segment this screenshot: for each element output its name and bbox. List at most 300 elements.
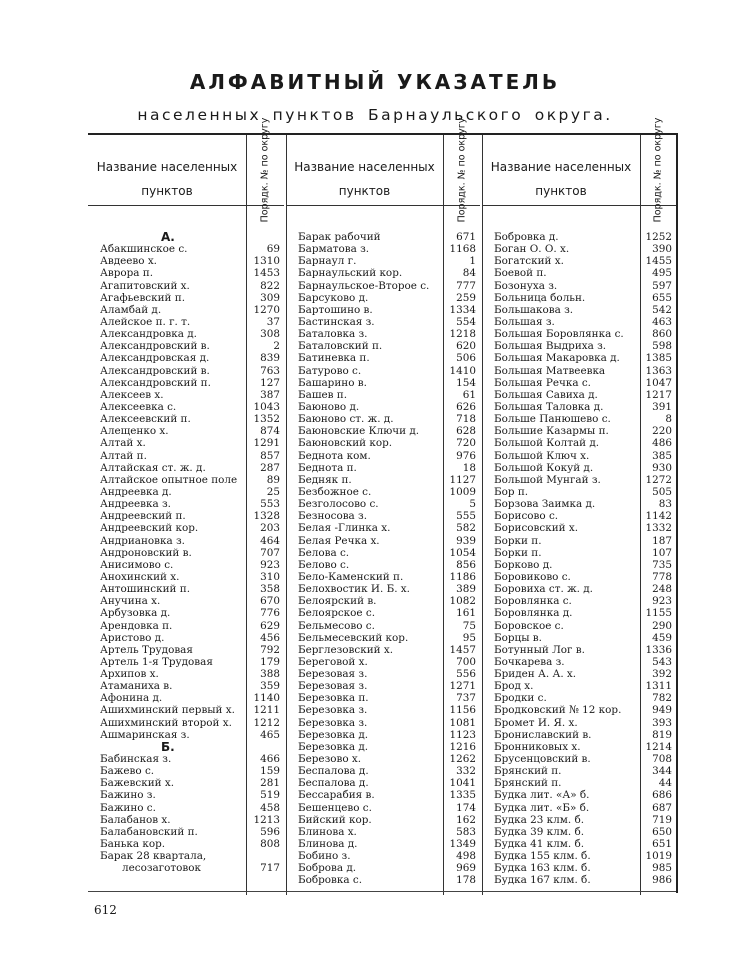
list-item (482, 607, 676, 619)
place-number: 95 (462, 631, 476, 644)
place-number: 459 (652, 631, 672, 644)
place-number: 344 (652, 765, 672, 778)
list-item (88, 535, 284, 547)
place-name: Боровлянка д. (494, 607, 573, 620)
place-name: Бродки с. (494, 692, 547, 705)
place-name: Борки п. (494, 534, 542, 547)
place-number: 1363 (645, 364, 672, 377)
list-item (482, 704, 676, 716)
list-item (482, 547, 676, 559)
place-name: Баюновский кор. (298, 437, 393, 450)
list-item (482, 814, 676, 826)
place-number: 1336 (645, 643, 672, 656)
place-number: 554 (456, 315, 476, 328)
list-item (286, 280, 480, 292)
place-number: 650 (652, 825, 672, 838)
place-number: 69 (266, 243, 280, 256)
header-name-label: Название населенных пунктов (96, 160, 238, 198)
list-item (88, 559, 284, 571)
place-name: Алексеевский п. (100, 413, 191, 426)
list-item (88, 304, 284, 316)
list-item (286, 292, 480, 304)
list-item (286, 753, 480, 765)
place-name: Бело-Каменский п. (298, 570, 404, 583)
list-item (482, 510, 676, 522)
list-item (88, 328, 284, 340)
place-number: 671 (456, 231, 476, 243)
list-item (482, 802, 676, 814)
place-number: 8 (665, 413, 672, 426)
place-number: 1453 (253, 267, 280, 280)
place-name: Березовка д. (298, 728, 369, 741)
list-item (286, 741, 480, 753)
place-number: 1168 (449, 243, 476, 256)
place-name: Будка лит. «А» б. (494, 789, 590, 802)
place-name: Бажино з. (100, 789, 156, 802)
place-number: 287 (260, 461, 280, 474)
place-name: Анучина х. (100, 595, 161, 608)
place-number: 179 (260, 655, 280, 668)
list-item (88, 583, 284, 595)
list-item (88, 595, 284, 607)
place-name: Барматова з. (298, 243, 370, 256)
place-name: Бажевский х. (100, 777, 175, 790)
place-name: Белая Речка х. (298, 534, 380, 547)
place-number: 61 (462, 388, 476, 401)
place-name: Аристово д. (100, 631, 165, 644)
page-subtitle: населенных пунктов Барнаульского округа. (137, 106, 613, 124)
list-item (286, 498, 480, 510)
place-name: Большая з. (494, 315, 555, 328)
list-item (88, 462, 284, 474)
place-name: Барнаул г. (298, 255, 357, 268)
list-item (482, 498, 676, 510)
place-number: 75 (462, 619, 476, 632)
list-item (482, 765, 676, 777)
list-item (482, 522, 676, 534)
place-number: 332 (456, 765, 476, 778)
place-name: Борисовский х. (494, 522, 579, 535)
place-name: Безголосово с. (298, 498, 379, 511)
place-number: 708 (652, 753, 672, 766)
list-item (88, 850, 284, 862)
place-number: 718 (456, 413, 476, 426)
place-name: Блинова д. (298, 838, 358, 851)
place-name: Большой Ключ х. (494, 449, 590, 462)
list-item (482, 316, 676, 328)
list-item (482, 328, 676, 340)
list-item (88, 450, 284, 462)
place-name: Больница больн. (494, 291, 586, 304)
list-item (88, 292, 284, 304)
place-name: Будка 167 клм. б. (494, 874, 591, 887)
list-item (88, 620, 284, 632)
place-name: Бешенцево с. (298, 801, 372, 814)
list-item (482, 777, 676, 789)
place-number: 309 (260, 291, 280, 304)
list-item (482, 267, 676, 279)
list-item (286, 231, 480, 243)
place-number: 1041 (449, 777, 476, 790)
list-item (88, 474, 284, 486)
place-number: 923 (260, 558, 280, 571)
place-name: Алексеевка с. (100, 400, 177, 413)
place-number: 651 (652, 838, 672, 851)
list-item (482, 826, 676, 838)
place-name: Бозонуха з. (494, 279, 558, 292)
list-item (286, 571, 480, 583)
place-name: Белоярский в. (298, 595, 377, 608)
place-name: Боровиха ст. ж. д. (494, 583, 593, 596)
table-column-1 (88, 117, 284, 895)
place-name: Бродковский № 12 кор. (494, 704, 622, 717)
place-name: Барнаульское-Второе с. (298, 279, 430, 292)
place-number: 1019 (645, 850, 672, 863)
list-item (286, 680, 480, 692)
list-item (88, 377, 284, 389)
list-item (286, 486, 480, 498)
place-number: 986 (652, 874, 672, 887)
place-number: 857 (260, 449, 280, 462)
place-number: 44 (658, 777, 672, 790)
place-name: Арендовка п. (100, 619, 173, 632)
place-number: 1082 (449, 595, 476, 608)
place-number: 1 (469, 255, 476, 268)
place-name: Беднота ком. (298, 449, 371, 462)
place-name: Барак рабочий (298, 231, 381, 243)
place-number: 1216 (449, 740, 476, 753)
place-name: Березовка п. (298, 692, 369, 705)
place-name: Барак 28 квартала, (100, 850, 207, 863)
place-name: Бромет И. Я. х. (494, 716, 578, 729)
place-name: Артель 1-я Трудовая (100, 655, 213, 668)
list-item (286, 401, 480, 413)
place-name: Бастинская з. (298, 315, 375, 328)
place-number: 949 (652, 704, 672, 717)
list-item (482, 632, 676, 644)
list-item (482, 850, 676, 862)
place-name: Беспалова д. (298, 765, 369, 778)
place-number: 1310 (253, 255, 280, 268)
place-name: Бриден А. А. х. (494, 668, 577, 681)
list-item (482, 717, 676, 729)
list-item (286, 717, 480, 729)
place-number: 819 (652, 728, 672, 741)
place-number: 389 (456, 583, 476, 596)
place-name: Бийский кор. (298, 813, 372, 826)
place-number: 1211 (253, 704, 280, 717)
list-item (88, 389, 284, 401)
place-name: Алтай х. (100, 437, 146, 450)
place-name: Башев п. (298, 388, 348, 401)
place-name: Банька кор. (100, 838, 166, 851)
list-item (88, 680, 284, 692)
place-number: 700 (456, 655, 476, 668)
place-name: Антошинский п. (100, 583, 191, 596)
list-item (88, 777, 284, 789)
place-name: Ашихминский второй х. (100, 716, 232, 729)
place-name: Баталовка з. (298, 328, 368, 341)
place-name: Белохвостик И. Б. х. (298, 583, 410, 596)
place-name: Андриановка з. (100, 534, 185, 547)
place-name: Будка 23 клм. б. (494, 813, 585, 826)
list-item (286, 559, 480, 571)
place-name: Ботунный Лог в. (494, 643, 585, 656)
list-item (286, 474, 480, 486)
list-item (286, 547, 480, 559)
place-name: Большая Боровлянка с. (494, 328, 624, 341)
list-item (482, 280, 676, 292)
list-item (482, 474, 676, 486)
place-name: Агафьевский п. (100, 291, 185, 304)
place-number: 860 (652, 328, 672, 341)
place-number: 735 (652, 558, 672, 571)
list-item (286, 389, 480, 401)
place-name: Алтай п. (100, 449, 147, 462)
list-item (286, 437, 480, 449)
list-item (482, 462, 676, 474)
table-bottom-rule (88, 891, 676, 892)
list-item (482, 413, 676, 425)
list-item (88, 607, 284, 619)
place-name: Ашмаринская з. (100, 728, 190, 741)
place-name: Большая Выдриха з. (494, 340, 607, 353)
place-name: Брод х. (494, 680, 534, 693)
list-item (286, 632, 480, 644)
column-header (88, 117, 284, 223)
place-number: 162 (456, 813, 476, 826)
place-number: 281 (260, 777, 280, 790)
place-number: 543 (652, 655, 672, 668)
list-item (286, 862, 480, 874)
place-number: 686 (652, 789, 672, 802)
list-item (88, 425, 284, 437)
place-name: Белово с. (298, 558, 350, 571)
place-number: 248 (652, 583, 672, 596)
place-number: 1047 (645, 376, 672, 389)
list-item (482, 583, 676, 595)
place-name: Борисово с. (494, 510, 559, 523)
place-number: 1349 (449, 838, 476, 851)
place-name: Бочкарева з. (494, 655, 565, 668)
place-name: Борцы в. (494, 631, 542, 644)
list-item (286, 644, 480, 656)
place-name: Боевой п. (494, 267, 547, 280)
list-item (88, 401, 284, 413)
place-name: Березовка з. (298, 704, 368, 717)
place-number: 154 (456, 376, 476, 389)
list-item (482, 644, 676, 656)
list-item (286, 777, 480, 789)
list-item (88, 510, 284, 522)
list-item (88, 522, 284, 534)
list-item (88, 644, 284, 656)
place-number: 486 (652, 437, 672, 450)
place-number: 670 (260, 595, 280, 608)
list-item (286, 583, 480, 595)
place-number: 1252 (645, 231, 672, 243)
list-item (286, 352, 480, 364)
place-number: 107 (652, 546, 672, 559)
place-number: 707 (260, 546, 280, 559)
place-number: 969 (456, 862, 476, 875)
place-name: Богатский х. (494, 255, 564, 268)
list-item (88, 814, 284, 826)
place-number: 782 (652, 692, 672, 705)
list-item (88, 486, 284, 498)
list-item (286, 656, 480, 668)
place-number: 385 (652, 449, 672, 462)
list-item (482, 377, 676, 389)
list-item (482, 486, 676, 498)
place-name: Абакшинское с. (100, 243, 188, 256)
place-number: 1212 (253, 716, 280, 729)
place-number: 719 (652, 813, 672, 826)
place-name: Бартошино в. (298, 303, 373, 316)
place-number: 822 (260, 279, 280, 292)
place-name: Балабанов х. (100, 813, 171, 826)
place-name: Башарино в. (298, 376, 367, 389)
place-number: 495 (652, 267, 672, 280)
list-item (286, 413, 480, 425)
list-item (286, 316, 480, 328)
list-item (482, 231, 676, 243)
list-item (482, 389, 676, 401)
page-title: АЛФАВИТНЫЙ УКАЗАТЕЛЬ (189, 70, 561, 94)
place-number: 930 (652, 461, 672, 474)
place-name: Боброва д. (298, 862, 357, 875)
place-number: 1262 (449, 753, 476, 766)
list-item (88, 656, 284, 668)
place-number: 1054 (449, 546, 476, 559)
place-number: 308 (260, 328, 280, 341)
place-number: 466 (260, 753, 280, 766)
list-item (88, 498, 284, 510)
place-number: 655 (652, 291, 672, 304)
place-name: Большая Матвеевка (494, 364, 606, 377)
place-number: 939 (456, 534, 476, 547)
place-number: 1156 (449, 704, 476, 717)
place-name: Беспалова д. (298, 777, 369, 790)
place-name: Боровиково с. (494, 570, 571, 583)
place-number: 220 (652, 425, 672, 438)
place-number: 506 (456, 352, 476, 365)
place-number: 1127 (449, 473, 476, 486)
list-item (482, 340, 676, 352)
place-number: 628 (456, 425, 476, 438)
place-name: Балабановский п. (100, 825, 198, 838)
place-name: Бобровка с. (298, 874, 363, 887)
list-item (88, 547, 284, 559)
place-name: Брянский п. (494, 777, 562, 790)
place-number: 1217 (645, 388, 672, 401)
place-name: Баюновские Ключи д. (298, 425, 420, 438)
place-name: Бельмесевский кор. (298, 631, 409, 644)
place-number: 976 (456, 449, 476, 462)
place-number: 1311 (645, 680, 672, 693)
list-item (482, 437, 676, 449)
list-item (482, 243, 676, 255)
place-name: Анисимово с. (100, 558, 174, 571)
list-item (482, 292, 676, 304)
column-header (286, 117, 480, 223)
list-item (286, 462, 480, 474)
place-number: 83 (658, 498, 672, 511)
place-number: 555 (456, 510, 476, 523)
list-item (482, 668, 676, 680)
place-name: Бронниковых х. (494, 740, 581, 753)
list-item (88, 717, 284, 729)
place-number: 519 (260, 789, 280, 802)
place-number: 776 (260, 607, 280, 620)
place-name: Баюново д. (298, 400, 360, 413)
place-number: 985 (652, 862, 672, 875)
place-number: 2 (273, 340, 280, 353)
list-item (286, 704, 480, 716)
place-number: 310 (260, 570, 280, 583)
place-name: Будка 155 клм. б. (494, 850, 591, 863)
place-name: Андреевский п. (100, 510, 186, 523)
place-number: 391 (652, 400, 672, 413)
place-number: 5 (469, 498, 476, 511)
place-number: 161 (456, 607, 476, 620)
place-name: Бажево с. (100, 765, 155, 778)
place-name: Алещенко х. (100, 425, 169, 438)
place-name: Аламбай д. (100, 303, 162, 316)
place-name: Афонина д. (100, 692, 163, 705)
list-item (286, 304, 480, 316)
place-number: 553 (260, 498, 280, 511)
list-item (482, 656, 676, 668)
place-number: 159 (260, 765, 280, 778)
place-name: лесозаготовок (122, 862, 201, 875)
place-name: Большие Казармы п. (494, 425, 609, 438)
place-name: Борково д. (494, 558, 553, 571)
list-item (286, 729, 480, 741)
place-number: 839 (260, 352, 280, 365)
place-number: 1410 (449, 364, 476, 377)
place-name: Большая Таловка д. (494, 400, 604, 413)
column-header (482, 117, 676, 223)
list-item (286, 802, 480, 814)
place-number: 1457 (449, 643, 476, 656)
place-name: Берглезовский х. (298, 643, 394, 656)
list-item (286, 510, 480, 522)
place-name: Брянский п. (494, 765, 562, 778)
place-name: Большая Речка с. (494, 376, 591, 389)
list-item (88, 729, 284, 741)
place-name: Агапитовский х. (100, 279, 190, 292)
place-name: Боган О. О. х. (494, 243, 570, 256)
place-number: 808 (260, 838, 280, 851)
place-number: 1332 (645, 522, 672, 535)
table-column-3 (482, 117, 676, 895)
place-name: Большой Кокуй д. (494, 461, 594, 474)
place-name: Андреевка з. (100, 498, 171, 511)
place-number: 174 (456, 801, 476, 814)
place-number: 1140 (253, 692, 280, 705)
place-number: 465 (260, 728, 280, 741)
list-item (88, 668, 284, 680)
list-item (482, 862, 676, 874)
list-item (482, 571, 676, 583)
list-item (286, 826, 480, 838)
header-number-label: Порядк. № по округу (456, 117, 467, 223)
section-letter (88, 231, 284, 243)
place-name: Барнаульский кор. (298, 267, 403, 280)
list-item (286, 838, 480, 850)
list-item (88, 267, 284, 279)
